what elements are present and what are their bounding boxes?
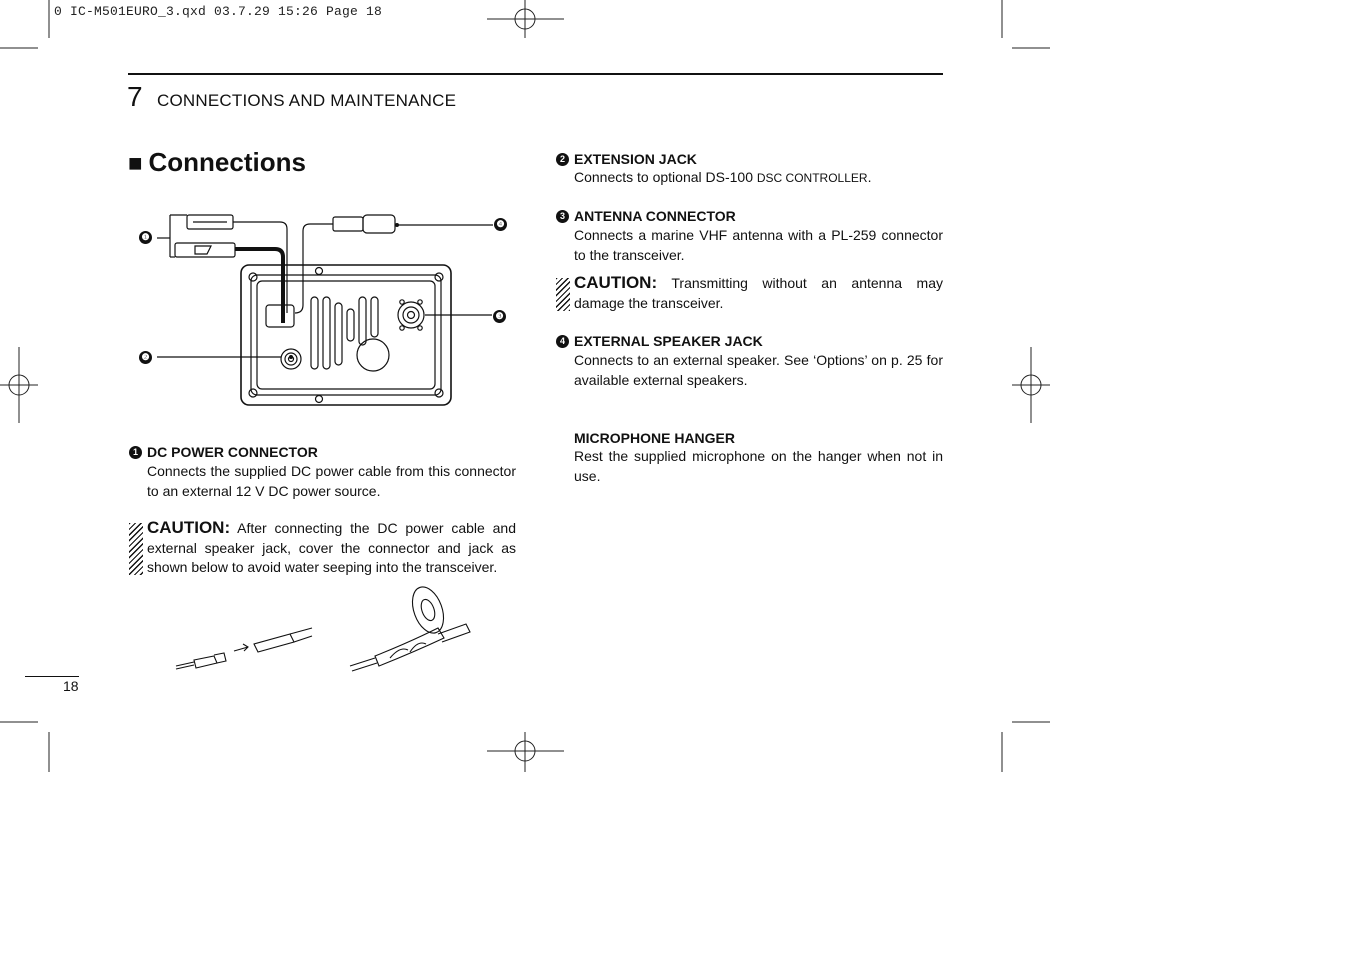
print-slug: 0 IC-M501EURO_3.qxd 03.7.29 15:26 Page 18 bbox=[54, 4, 383, 19]
section-title bbox=[128, 146, 306, 180]
hanger-heading: MICROPHONE HANGER bbox=[574, 430, 736, 446]
item-body-dc-power: Connects the supplied DC power cable from this connector to an external 12 V DC power source. bbox=[147, 463, 516, 499]
item-body-speaker-jack: Connects to an external speaker. See ‘Options’ on p. 25 for available external speakers. bbox=[574, 352, 943, 388]
number-4-icon: 4 bbox=[556, 335, 569, 348]
rear-panel-diagram bbox=[135, 205, 515, 415]
item-heading-text: EXTERNAL SPEAKER JACK bbox=[574, 333, 763, 349]
item-heading-text: DC POWER CONNECTOR bbox=[147, 444, 318, 460]
callout-3-icon: ❸ bbox=[493, 310, 506, 323]
chapter-rule bbox=[128, 73, 943, 75]
body-text-end: . bbox=[867, 169, 872, 185]
body-small-caps: DSC CONTROLLER bbox=[756, 171, 868, 185]
callout-1-icon: ❶ bbox=[139, 231, 152, 244]
chapter-number: 7 bbox=[127, 81, 143, 112]
item-body-antenna: Connects a marine VHF antenna with a PL-259 connector to the transceiver. bbox=[574, 227, 943, 263]
item-heading-text: EXTENSION JACK bbox=[574, 151, 697, 167]
caution-text: After connecting the DC power cable and external speaker jack, cover the connector and jack as shown below to avoid water seeping into the transceiver. bbox=[147, 520, 516, 575]
item-heading-extension-jack bbox=[556, 150, 946, 168]
caution-hatch-icon bbox=[129, 523, 143, 575]
section-marker: ■ bbox=[128, 150, 143, 177]
item-heading-text: ANTENNA CONNECTOR bbox=[574, 208, 736, 224]
caution-label: CAUTION: bbox=[147, 518, 231, 537]
page-number: 18 bbox=[63, 678, 79, 694]
caution-antenna bbox=[574, 273, 943, 313]
item-heading-speaker-jack bbox=[556, 332, 946, 350]
item-heading-antenna bbox=[556, 207, 946, 225]
callout-2-icon: ❷ bbox=[139, 351, 152, 364]
page-rule bbox=[25, 676, 79, 677]
connector-cover-illustration bbox=[170, 580, 480, 680]
callout-4-icon: ❹ bbox=[494, 218, 507, 231]
item-body-extension-jack bbox=[574, 168, 943, 189]
number-1-icon: 1 bbox=[129, 446, 142, 459]
number-3-icon: 3 bbox=[556, 210, 569, 223]
caution-hatch-icon bbox=[556, 278, 570, 311]
number-2-icon: 2 bbox=[556, 153, 569, 166]
body-text: Connects to optional DS-100 bbox=[574, 169, 757, 185]
caution-dc bbox=[147, 518, 516, 578]
hanger-body: Rest the supplied microphone on the hanger when not in use. bbox=[574, 448, 943, 484]
section-title-text: Connections bbox=[148, 147, 306, 177]
caution-label: CAUTION: bbox=[574, 273, 658, 292]
item-heading-dc-power bbox=[129, 443, 519, 461]
caution-text: Transmitting without an antenna may damage the transceiver. bbox=[574, 275, 943, 311]
chapter-title: CONNECTIONS AND MAINTENANCE bbox=[157, 91, 457, 110]
